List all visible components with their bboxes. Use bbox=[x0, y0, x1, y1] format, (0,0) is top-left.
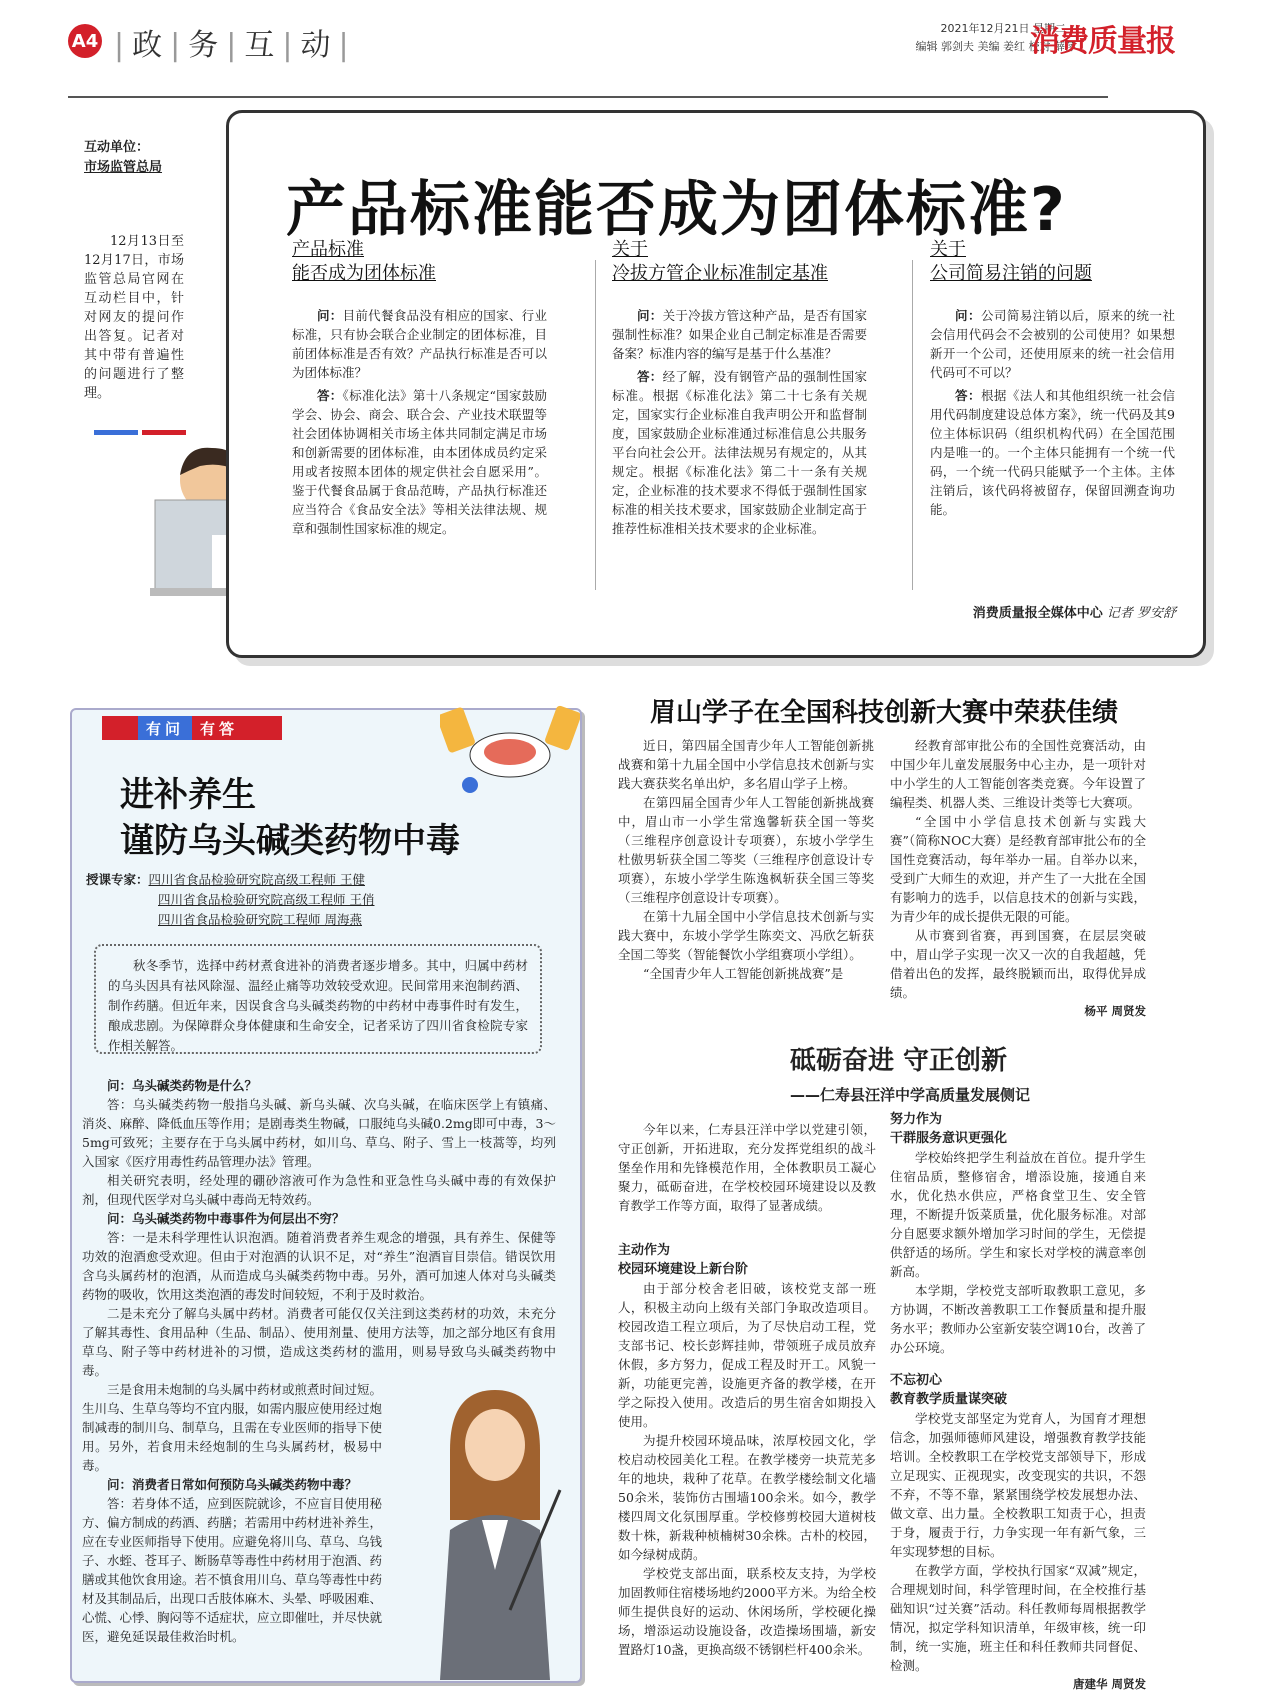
newspaper-logo: 消费质量报 bbox=[1030, 24, 1175, 59]
renshou-subhead: ——仁寿县汪洋中学高质量发展侧记 bbox=[790, 1086, 1031, 1104]
doctor-illustration bbox=[420, 1380, 570, 1680]
qa-body: 问：乌头碱类药物是什么？ 答：乌头碱类药物一般指乌头碱、新乌头碱、次乌头碱，在临床医学上有镇痛、消炎、麻醉、降低血压等作用；是剧毒类生物碱，口服纯乌头碱0.2mg即可中毒，3～5mg可致死；主要存在于乌头属中药材，如川乌、草乌、附子、雪上一枝蒿等，均列入国家《医疗用毒性药品管理办法》管理。 相关研究表明，经处理的硼砂溶液可作为急性和亚急性乌头碱中毒的有效保护剂，但现代医学对乌头碱中毒尚无特效药。 问：乌头碱类药物中毒事件为何层出不穷？ 答：一是未科学理性认识泡酒。随着消费者养生观念的增强，具有养生、保健等功效的泡酒愈受欢迎。但由于对泡酒的认识不足，对“养生”泡酒盲目崇信。错误饮用含乌头属药材的泡酒，从而造成乌头碱类药物中毒。另外，酒可加速人体对乌头碱类药物的吸收，饮用这类泡酒的毒发时间较短，不利于及时救治。 二是未充分了解乌头属中药材。消费者可能仅仅关注到这类药材的功效，未充分了解其毒性、食用品种（生品、制品）、使用剂量、使用方法等，加之部分地区有食用草乌、附子等中药材进补的习惯，造成这类药材的滥用，则易导致乌头碱类药物中毒。 三是食用未炮制的乌头属中药材或煎煮时间过短。生川乌、生草乌等均不宜内服，如需内服应使用经过炮制减毒的制川乌、制草乌，且需在专业医师的指导下使用。另外，若食用未经炮制的生乌头属药材，极易中毒。 问：消费者日常如何预防乌头碱类药物中毒？ 答：若身体不适，应到医院就诊，不应盲目使用秘方、偏方制成的药酒、药膳；若需用中药材进补养生，应在专业医师指导下使用。应避免将川乌、草乌、乌钱子、水蛭、苍耳子、断肠草等毒性中药材用于泡酒、药膳或其他饮食用途。若不慎食用川乌、草乌等毒性中药材及其制品后，出现口舌肢体麻木、头晕、呼吸困难、心慌、心悸、胸闷等不适症状，应立即催吐，并尽快就医，避免延误最佳救治时机。 bbox=[82, 1078, 556, 1644]
renshou-col-2: 努力作为 干群服务意识更强化 学校始终把学生利益放在首位。提升学生住宿品质，整修宿舍，增添设施，接通自来水，优化热水供应，严格食堂卫生、安全管理，不断提升饭菜质量，优化服务标准。对部分自愿要求额外增加学习时间的学生，无偿提供舒适的场所。学生和家长对学校的满意率创新高。 本学期，学校党支部听取教职工意见，多方协调，不断改善教职工工作餐质量和提升服务水平；教师办公室新安装空调10台，改善了办公环境。 不忘初心 教育教学质量谋突破 学校党支部坚定为党育人，为国育才理想信念，加强师德师风建设，增强教育教学技能培训。全校教职工在学校党支部领导下，形成立足现实、正视现实，改变现实的共识，不怨不弃，不等不靠，紧紧围绕学校发展想办法、做文章、出力量。全校教职工知责于心，担责于身，履责于行，力争实现一年有新气象，三年实现梦想的目标。 在教学方面，学校执行国家“双减”规定，合理规划时间，科学管理时间，在全校推行基础知识“过关赛”活动。科任教师每周根据教学情况，拟定学科知识清单，年级审核，统一印制，统一实施，班主任和科任教师共同督促、检测。 唐建华 周贤发 bbox=[890, 1112, 1146, 1691]
dateline: 2021年12月21日 星期二 bbox=[940, 22, 1066, 35]
feature-credit: 消费质量报全媒体中心 记者 罗安舒 bbox=[972, 606, 1176, 621]
qa-column-3: 关于 公司简易注销的问题 问：公司简易注销以后，原来的统一社会信用代码会不会被别的公司使用？如果想新开一个公司，还使用原来的统一社会信用代码可不可以？ 答：根据《法人和其他组织统一社会信用代码制度建设总体方案》，统一代码及其9位主体标识码（组织机构代码）在全国范围内是唯一的。一个主体只能拥有一个统一代码，一个统一代码只能赋予一个主体。主体注销后，该代码将被留存，保留回溯查询功能。 bbox=[930, 239, 1175, 517]
decor-bars bbox=[94, 430, 186, 435]
interaction-unit: 互动单位： 市场监管总局 bbox=[84, 140, 163, 175]
feature-intro: 12月13日至12月17日，市场监管总局官网在互动栏目中，针对网友的提问作出答复。记者对其中带有普遍性的问题进行了整理。 bbox=[84, 234, 184, 401]
food-illustration bbox=[440, 700, 580, 800]
page-number: A4 bbox=[68, 24, 102, 58]
meishan-headline: 眉山学子在全国科技创新大赛中荣获佳绩 bbox=[650, 698, 1119, 728]
renshou-headline: 砥砺奋进 守正创新 bbox=[790, 1046, 1008, 1076]
renshou-col-1: 今年以来，仁寿县汪洋中学以党建引领，守正创新，开拓进取，充分发挥党组织的战斗堡垒作用和先锋模范作用，全体教职员工凝心聚力，砥砺奋进，在学校校园环境建设以及教育教学工作等方面，取得了显著成绩。 主动作为 校园环境建设上新台阶 由于部分校舍老旧破，该校党支部一班人，积极主动向上级有关部门争取改造项目。校园改造工程立项后，为了尽快启动工程，党支部书记、校长彭辉挂帅，带领班子成员放弃休假，多方努力，促成工程及时开工。风貌一新，功能更完善，设施更齐备的教学楼，在开学之际投入使用。改造后的男生宿舍如期投入使用。 为提升校园环境品味，浓厚校园文化，学校启动校园美化工程。在教学楼旁一块荒芜多年的地块，栽种了花草。在教学楼绘制文化墙50余米，装饰仿古围墙100余米。如今，教学楼四周文化氛围厚重。学校修剪校园大道树枝数十株，新栽种桢楠树30余株。古朴的校园，如今绿树成荫。 学校党支部出面，联系校友支持，为学校加固教师住宿楼场地约2000平方米。为给全校师生提供良好的运动、休闲场所，学校硬化操场，增添运动设施设备，改造操场围墙，新安置路灯10盏，更换高级不锈钢栏杆400余米。 bbox=[618, 1122, 876, 1657]
qa-column-2: 关于 冷拔方管企业标准制定基准 问：关于冷拔方管这种产品，是否有国家强制性标准？如果企业自己制定标准是否需要备案？标准内容的编写是基于什么基准？ 答：经了解，没有钢管产品的强制性国家标准。根据《标准化法》第二十七条有关规定，国家实行企业标准自我声明公开和监督制度，国家鼓励企业标准通过标准信息公共服务平台向社会公开。法律法规另有规定的，从其规定。根据《标准化法》第二十一条有关规定，企业标准的技术要求不得低于强制性国家标准的相关技术要求，国家鼓励企业制定高于推荐性标准相关技术要求的企业标准。 bbox=[612, 239, 867, 536]
qa-column-title: 关于 冷拔方管企业标准制定基准 bbox=[612, 239, 828, 284]
qa-lead: 秋冬季节，选择中药材煮食进补的消费者逐步增多。其中，归属中药材的乌头因具有祛风除湿、温经止痛等功效较受欢迎。民间常用来泡制药酒、制作药膳。但近年来，因误食含乌头碱类药物的中药材中毒事件时有发生，酿成悲剧。为保障群众身体健康和生命安全，记者采访了四川省食检院专家作相关解答。 bbox=[94, 944, 542, 1054]
meishan-col-2: 经教育部审批公布的全国性竞赛活动，由中国少年儿童发展服务中心主办，是一项针对中小学生的人工智能创客类竞赛。今年设置了编程类、机器人类、三维设计类等七大赛项。 “全国中小学信息技术创新与实践大赛”（简称NOC大赛）是经教育部审批公布的全国性竞赛活动，每年举办一届。自举办以来，受到广大师生的欢迎，并产生了一大批在全国有影响力的选手，以信息技术的创新与实践，为青少年的成长提供无限的可能。 从市赛到省赛，再到国赛，在层层突破中，眉山学子实现一次又一次的自我超越，凭借着出色的发挥，最终脱颖而出，取得优异成绩。 杨平 周贤发 bbox=[890, 738, 1146, 1018]
qa-column-title: 关于 公司简易注销的问题 bbox=[930, 239, 1092, 284]
section-title: | 政 | 务 | 互 | 动 | bbox=[114, 28, 351, 63]
column-divider bbox=[595, 260, 596, 590]
qa-box-title: 进补养生 谨防乌头碱类药物中毒 bbox=[120, 775, 460, 861]
experts-list: 授课专家：四川省食品检验研究院高级工程师 王健 四川省食品检验研究院高级工程师 王俏 四川省食品检验研究院工程师 周海燕 bbox=[86, 872, 375, 927]
feature-headline: 产品标准能否成为团体标准? bbox=[286, 175, 1067, 245]
qa-tag: 有问 有答 bbox=[102, 716, 282, 740]
column-divider bbox=[912, 260, 913, 590]
meishan-col-1: 近日，第四届全国青少年人工智能创新挑战赛和第十九届全国中小学信息技术创新与实践大赛获奖名单出炉，多名眉山学子上榜。 在第四届全国青少年人工智能创新挑战赛中，眉山市一小学生常逸馨斩获全国一等奖（三维程序创意设计专项赛），东坡小学学生杜傲男斩获全国二等奖（三维程序创意设计专项赛），东坡小学学生陈逸枫斩获全国三等奖（三维程序创意设计专项赛）。 在第十九届全国中小学信息技术创新与实践大赛中，东坡小学学生陈奕文、冯欣乞斩获全国二等奖（智能餐饮小学组赛项小学组）。 “全国青少年人工智能创新挑战赛”是 bbox=[618, 738, 874, 981]
qa-column-1: 产品标准 能否成为团体标准 问：目前代餐食品没有相应的国家、行业标准，只有协会联合企业制定的团体标准，目前团体标准是否有效？产品执行标准是否可以为团体标准？ 答：《标准化法》第十八条规定“国家鼓励学会、协会、商会、联合会、产业技术联盟等社会团体协调相关市场主体共同制定满足市场和创新需要的团体标准，由本团体成员约定采用或者按照本团体的规定供社会自愿采用”。鉴于代餐食品属于食品范畴，产品执行标准还应当符合《食品安全法》等相关法律法规、规章和强制性国家标准的规定。 bbox=[292, 239, 547, 536]
header-rule bbox=[68, 96, 1108, 98]
editors-line: 编辑 郭剑夫 美编 姜红 校对 薛萍 bbox=[915, 40, 1076, 53]
qa-column-title: 产品标准 能否成为团体标准 bbox=[292, 239, 436, 284]
